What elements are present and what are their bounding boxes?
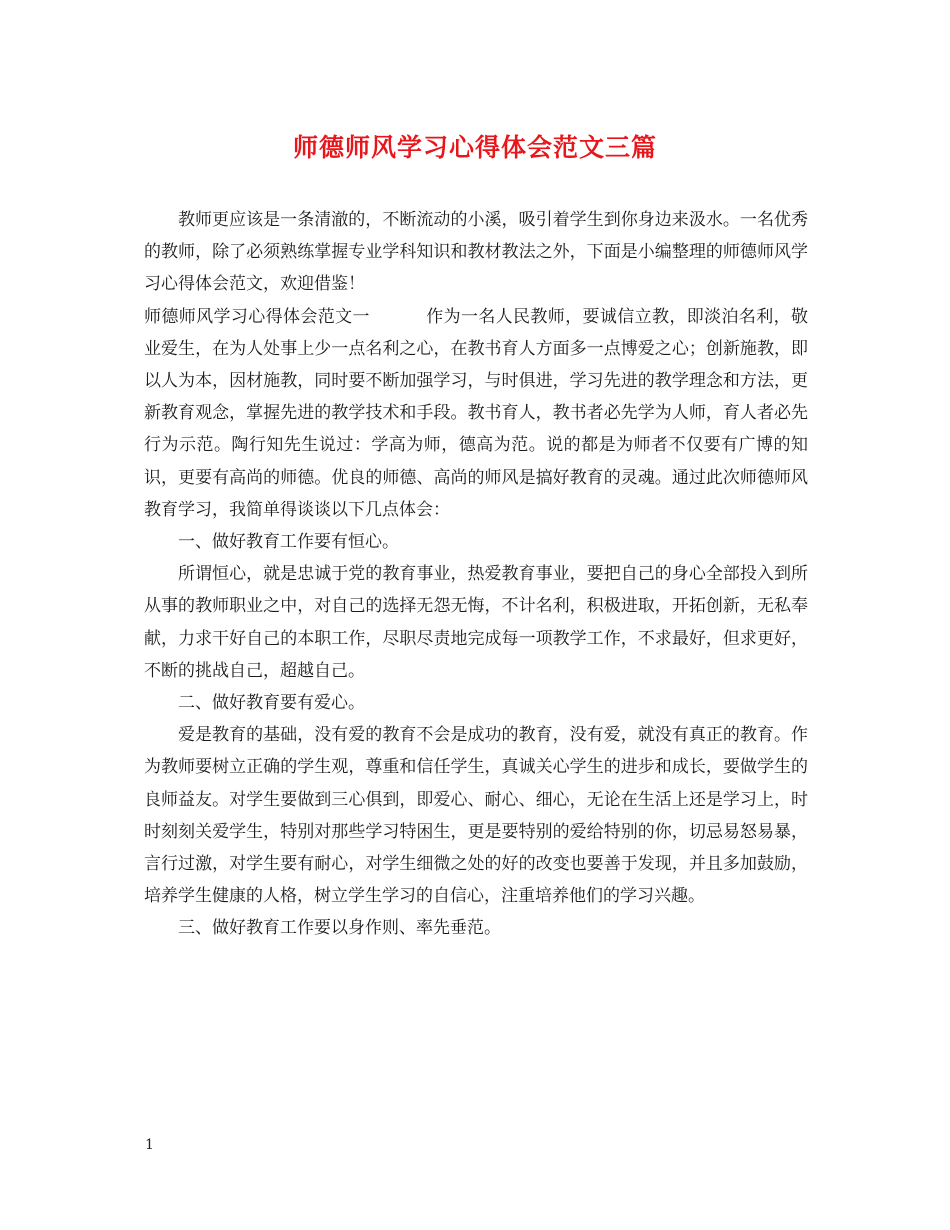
point2-heading: 二、做好教育要有爱心。 (178, 693, 365, 714)
document-title: 师德师风学习心得体会范文三篇 (292, 133, 657, 162)
section1-heading: 师德师风学习心得体会范文一 (144, 306, 370, 327)
point1-paragraph: 所谓恒心，就是忠诚于党的教育事业，热爱教育事业，要把自己的身心全部投入到所从事的教师职业之中，对自己的选择无怨无悔，不计名利，积极进取，开拓创新，无私奉献，力求干好自己的本职工作，尽职尽责地完成每一项教学工作，不求最好，但求更好，不断的挑战自己，超越自己。 (144, 564, 808, 681)
document-body (144, 204, 808, 945)
point1-heading: 一、做好教育工作要有恒心。 (178, 532, 399, 553)
intro-paragraph: 教师更应该是一条清澈的，不断流动的小溪，吸引着学生到你身边来汲水。一名优秀的教师，除了必须熟练掌握专业学科知识和教材教法之外，下面是小编整理的师德师风学习心得体会范文，欢迎借鉴！ (144, 210, 808, 295)
point3-heading: 三、做好教育工作要以身作则、率先垂范。 (178, 918, 501, 939)
section1-text: 作为一名人民教师，要诚信立教，即淡泊名利，敬业爱生，在为人处事上少一点名利之心，在教书育人方面多一点博爱之心；创新施教，即以人为本，因材施教，同时要不断加强学习，与时俱进，学习先进的教学理念和方法，更新教育观念，掌握先进的教学技术和手段。教书育人，教书者必先学为人师，育人者必先行为示范。陶行知先生说过：学高为师，德高为范。说的都是为师者不仅要有广博的知识，更要有高尚的师德。优良的师德、高尚的师风是搞好教育的灵魂。通过此次师德师风教育学习，我简单得谈谈以下几点体会： (144, 306, 808, 520)
page-number: 1 (145, 1137, 154, 1153)
section1-paragraph (144, 301, 808, 526)
point2-paragraph: 爱是教育的基础，没有爱的教育不会是成功的教育，没有爱，就没有真正的教育。作为教师要树立正确的学生观，尊重和信任学生，真诚关心学生的进步和成长，要做学生的良师益友。对学生要做到三心俱到，即爱心、耐心、细心，无论在生活上还是学习上，时时刻刻关爱学生，特别对那些学习特困生，更是要特别的爱给特别的你，切忌易怒易暴，言行过激，对学生要有耐心，对学生细微之处的好的改变也要善于发现，并且多加鼓励，培养学生健康的人格，树立学生学习的自信心，注重培养他们的学习兴趣。 (144, 725, 808, 907)
